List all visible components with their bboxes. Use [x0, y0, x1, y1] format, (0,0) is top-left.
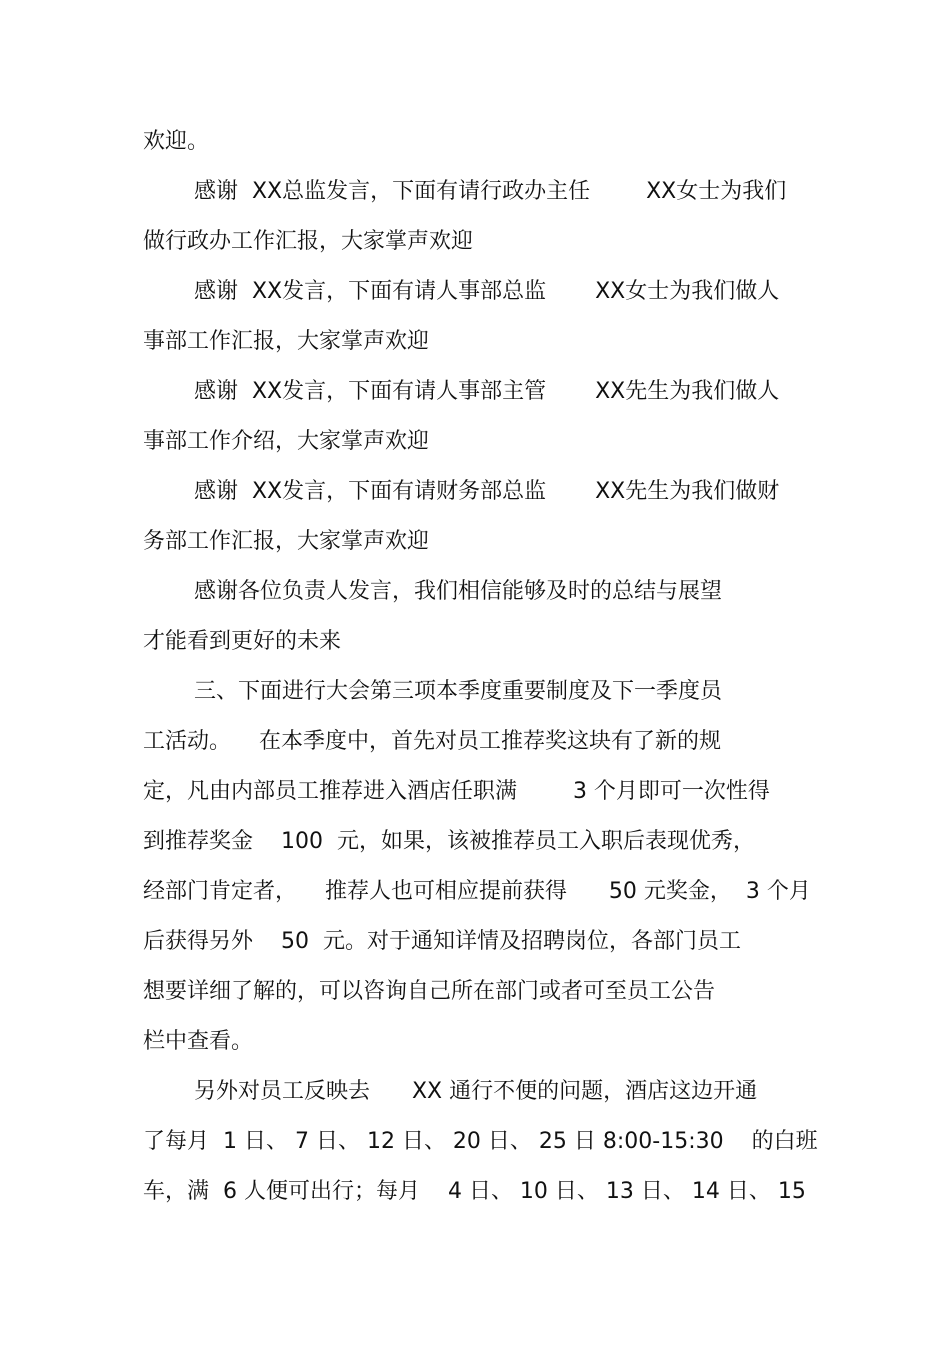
text-line: 定，凡由内部员工推荐进入酒店任职满 3 个月即可一次性得 [143, 779, 770, 804]
text-line: 想要详细了解的，可以咨询自己所在部门或者可至员工公告 [143, 979, 716, 1004]
text-line: 感谢 XX发言，下面有请人事部主管 XX先生为我们做人 [194, 379, 780, 404]
text-line: 感谢 XX发言，下面有请人事部总监 XX女士为我们做人 [194, 279, 780, 304]
text-line: 事部工作汇报，大家掌声欢迎 [143, 329, 430, 354]
text-line: 务部工作汇报，大家掌声欢迎 [143, 529, 430, 554]
text-line: 三、下面进行大会第三项本季度重要制度及下一季度员 [194, 679, 723, 704]
text-line: 才能看到更好的未来 [143, 629, 342, 654]
text-line: 了每月 1 日、 7 日、 12 日、 20 日、 25 日 8:00-15:30 的白班 [143, 1129, 818, 1154]
text-line: 另外对员工反映去 XX 通行不便的问题，酒店这边开通 [194, 1079, 758, 1104]
text-line: 欢迎。 [143, 129, 210, 154]
text-line: 感谢 XX总监发言，下面有请行政办主任 XX女士为我们 [194, 179, 787, 204]
text-line: 感谢各位负责人发言，我们相信能够及时的总结与展望 [194, 579, 723, 604]
text-line: 工活动。 在本季度中，首先对员工推荐奖这块有了新的规 [143, 729, 721, 754]
text-line: 做行政办工作汇报，大家掌声欢迎 [143, 229, 474, 254]
text-line: 经部门肯定者， 推荐人也可相应提前获得 50 元奖金， 3 个月 [143, 879, 811, 904]
text-line: 后获得另外 50 元。对于通知详情及招聘岗位，各部门员工 [143, 929, 741, 954]
text-line: 感谢 XX发言，下面有请财务部总监 XX先生为我们做财 [194, 479, 780, 504]
text-line: 事部工作介绍，大家掌声欢迎 [143, 429, 430, 454]
text-line: 车，满 6 人便可出行；每月 4 日、 10 日、 13 日、 14 日、 15 [143, 1179, 806, 1204]
text-line: 到推荐奖金 100 元，如果，该被推荐员工入职后表现优秀， [143, 829, 755, 854]
text-line: 栏中查看。 [143, 1029, 254, 1054]
